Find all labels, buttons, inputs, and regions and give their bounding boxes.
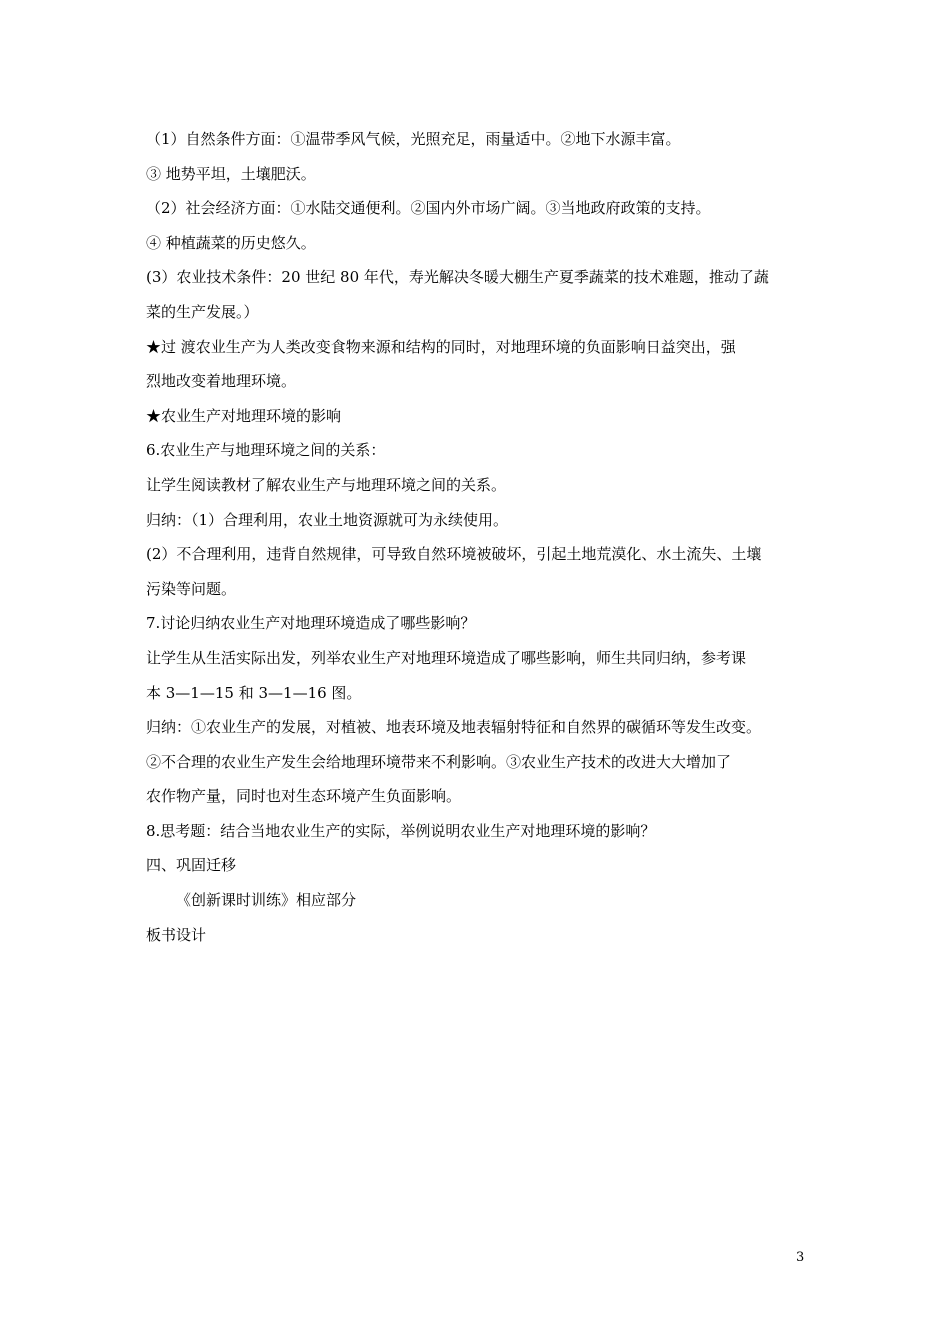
text-line-11: 让学生阅读教材了解农业生产与地理环境之间的关系。 [146, 475, 507, 494]
text-line-20: 农作物产量，同时也对生态环境产生负面影响。 [146, 787, 462, 806]
text-line-1: （1）自然条件方面：①温带季风气候，光照充足，雨量适中。②地下水源丰富。 [146, 130, 681, 148]
text-line-15: 7.讨论归纳农业生产对地理环境造成了哪些影响？ [146, 614, 476, 633]
text-line-22: 四、巩固迁移 [146, 856, 237, 875]
text-line-17: 本 3—1—15 和 3—1—16 图。 [146, 683, 362, 702]
text-line-4: ④ 种植蔬菜的历史悠久。 [146, 233, 316, 252]
text-line-13: (2）不合理利用，违背自然规律，可导致自然环境被破坏，引起土地荒漠化、水土流失、土壤 [146, 545, 762, 564]
text-line-6: 菜的生产发展。） [146, 302, 259, 321]
text-line-12: 归纳：（1）合理利用，农业土地资源就可为永续使用。 [146, 510, 509, 529]
text-line-14: 污染等问题。 [146, 579, 237, 598]
document-body [146, 122, 810, 952]
text-line-7: ★过 渡农业生产为人类改变食物来源和结构的同时，对地理环境的负面影响日益突出，强 [146, 337, 736, 356]
text-line-19: ②不合理的农业生产发生会给地理环境带来不利影响。③农业生产技术的改进大大增加了 [146, 752, 732, 771]
text-line-8: 烈地改变着地理环境。 [146, 372, 297, 391]
text-line-10: 6.农业生产与地理环境之间的关系： [146, 441, 386, 460]
text-line-5: (3）农业技术条件：20 世纪 80 年代，寿光解决冬暖大棚生产夏季蔬菜的技术难题，推动了蔬 [146, 268, 769, 287]
text-line-3: （2）社会经济方面：①水陆交通便利。②国内外市场广阔。③当地政府政策的支持。 [146, 199, 711, 218]
text-line-9: ★农业生产对地理环境的影响 [146, 406, 342, 425]
text-line-18: 归纳：①农业生产的发展，对植被、地表环境及地表辐射特征和自然界的碳循环等发生改变。 [146, 718, 762, 737]
text-line-21: 8.思考题：结合当地农业生产的实际，举例说明农业生产对地理环境的影响？ [146, 821, 656, 840]
text-line-23: 《创新课时训练》相应部分 [176, 891, 357, 910]
text-line-2: ③ 地势平坦，土壤肥沃。 [146, 164, 316, 183]
page-number: 3 [796, 1250, 805, 1265]
text-line-24: 板书设计 [146, 925, 207, 944]
text-line-16: 让学生从生活实际出发，列举农业生产对地理环境造成了哪些影响，师生共同归纳，参考课 [146, 648, 747, 667]
